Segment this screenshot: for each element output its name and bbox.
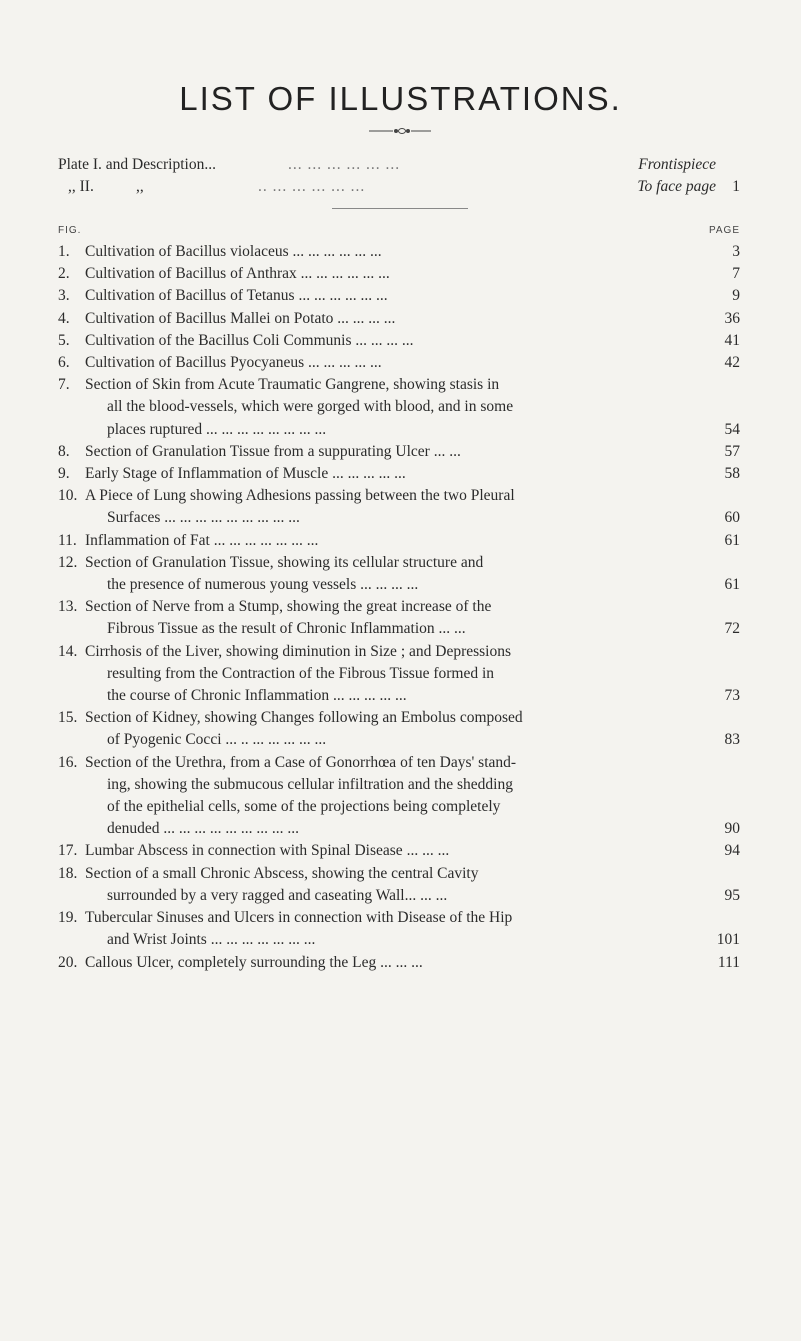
page-number: 9 — [732, 287, 740, 305]
caption-line: Cultivation of Bacillus Mallei on Potato ... ... ... ... 36 — [85, 308, 690, 330]
caption-line: Section of Nerve from a Stump, showing the great increase of the — [85, 598, 492, 616]
figure-entry — [58, 241, 740, 263]
page-number: 90 — [724, 820, 740, 838]
figure-entry — [58, 530, 740, 552]
page-number: 57 — [724, 442, 740, 460]
caption-line: resulting from the Contraction of the Fibrous Tissue formed in — [107, 664, 495, 682]
figure-caption — [85, 285, 740, 307]
page-title: LIST OF ILLUSTRATIONS. — [179, 80, 622, 117]
figures-list — [58, 241, 740, 974]
plate-label: ,, II. — [68, 178, 94, 195]
figure-number: 9. — [58, 465, 70, 483]
caption-line: Section of Skin from Acute Traumatic Gangrene, showing stasis in — [85, 376, 500, 394]
page-number: 36 — [724, 309, 740, 327]
figure-entry — [58, 463, 740, 485]
page-number: 111 — [717, 953, 740, 971]
caption-line: Section of Kidney, showing Changes following an Embolus composed — [85, 709, 523, 727]
figure-number: 19. — [58, 909, 78, 927]
figure-entry — [58, 374, 740, 441]
figure-caption — [85, 263, 740, 285]
figure-caption — [85, 485, 740, 529]
figure-entry — [58, 441, 740, 463]
figure-entry — [58, 552, 740, 596]
page-number: 94 — [724, 842, 740, 860]
page-number: 95 — [724, 886, 740, 904]
figure-caption — [85, 707, 740, 751]
figure-number: 5. — [58, 331, 70, 349]
caption-line: A Piece of Lung showing Adhesions passing between the two Pleural — [85, 487, 515, 505]
caption-line: Section of the Urethra, from a Case of Gonorrhœa of ten Days' stand- — [85, 753, 517, 771]
figure-caption — [85, 552, 740, 596]
caption-line: Fibrous Tissue as the result of Chronic Inflammation ... ... 72 — [85, 618, 690, 640]
caption-line: of the epithelial cells, some of the projections being completely — [107, 798, 501, 816]
figure-number: 15. — [58, 709, 78, 727]
leader-dots: ... ... ... ... ... ... — [288, 156, 401, 173]
divider-rule — [332, 208, 468, 209]
page-number: 42 — [724, 354, 740, 372]
plates-list — [58, 154, 740, 198]
caption-line: Cultivation of Bacillus violaceus ... ... ... ... ... ... 3 — [85, 241, 690, 263]
page-number: 101 — [716, 931, 740, 949]
figure-caption — [85, 308, 740, 330]
figure-number: 12. — [58, 553, 78, 571]
figure-caption — [85, 330, 740, 352]
figure-caption — [85, 752, 740, 841]
caption-line: Early Stage of Inflammation of Muscle ... ... ... ... ... 58 — [85, 463, 690, 485]
figure-caption — [85, 952, 740, 974]
figure-entry — [58, 263, 740, 285]
figure-number: 7. — [58, 376, 70, 394]
page-number: 61 — [724, 531, 740, 549]
figure-entry — [58, 308, 740, 330]
figure-number: 6. — [58, 354, 70, 372]
caption-line: Surfaces ... ... ... ... ... ... ... ... ... 60 — [85, 507, 690, 529]
caption-line: places ruptured ... ... ... ... ... ... ... ... 54 — [85, 419, 690, 441]
caption-line: surrounded by a very ragged and caseating Wall... ... ... 95 — [85, 885, 690, 907]
caption-line: ing, showing the submucous cellular infiltration and the shedding — [107, 775, 513, 793]
figure-number: 14. — [58, 642, 78, 660]
figure-entry — [58, 285, 740, 307]
caption-line: the course of Chronic Inflammation ... ... ... ... ... 73 — [85, 685, 690, 707]
caption-line: Callous Ulcer, completely surrounding the Leg ... ... ... 111 — [85, 952, 690, 974]
page-header: PAGE — [708, 225, 740, 236]
page-number: 3 — [732, 243, 740, 260]
caption-line: Cirrhosis of the Liver, showing diminution in Size ; and Depressions — [85, 642, 512, 660]
caption-line: Section of Granulation Tissue, showing its cellular structure and — [85, 553, 484, 571]
figure-caption — [85, 863, 740, 907]
page-number: 72 — [724, 620, 740, 638]
figure-number: 3. — [58, 287, 70, 305]
caption-line: Tubercular Sinuses and Ulcers in connection with Disease of the Hip — [85, 909, 513, 927]
figure-caption — [85, 352, 740, 374]
leader-dots: .. ... ... ... ... ... — [258, 178, 366, 195]
caption-line: and Wrist Joints ... ... ... ... ... ... ... 101 — [85, 929, 690, 951]
plate-ref: Frontispiece — [638, 156, 716, 173]
figure-number: 20. — [58, 953, 78, 971]
figure-entry — [58, 596, 740, 640]
plate-row — [58, 176, 740, 198]
figure-number: 17. — [58, 842, 78, 860]
plate-ref: To face page 1 — [637, 178, 740, 195]
page-number: 54 — [724, 420, 740, 438]
plate-label: Plate I. and Description... — [58, 156, 216, 173]
caption-line: all the blood-vessels, which were gorged with blood, and in some — [107, 398, 514, 416]
figure-number: 13. — [58, 598, 78, 616]
figure-entry — [58, 952, 740, 974]
figure-number: 18. — [58, 864, 78, 882]
ornament-divider — [369, 126, 431, 136]
caption-line: Cultivation of Bacillus of Anthrax ... ... ... ... ... ... 7 — [85, 263, 690, 285]
caption-line: of Pyogenic Cocci ... .. ... ... ... ... ... 83 — [85, 729, 690, 751]
caption-line: Cultivation of Bacillus Pyocyaneus ... ... ... ... ... 42 — [85, 352, 690, 374]
figure-number: 2. — [58, 265, 70, 283]
figure-entry — [58, 330, 740, 352]
figure-caption — [85, 596, 740, 640]
figure-entry — [58, 485, 740, 529]
figure-entry — [58, 840, 740, 862]
caption-line: Inflammation of Fat ... ... ... ... ... ... ... 61 — [85, 530, 690, 552]
page-number: 58 — [724, 465, 740, 483]
figure-number: 11. — [58, 531, 77, 549]
figure-caption — [85, 840, 740, 862]
page-number: 7 — [732, 265, 740, 283]
figure-entry — [58, 863, 740, 907]
figure-number: 4. — [58, 309, 70, 327]
plate-row — [58, 154, 740, 176]
caption-line: the presence of numerous young vessels ... ... ... ... 61 — [85, 574, 690, 596]
page-number: 83 — [724, 731, 740, 749]
figure-number: 10. — [58, 487, 78, 505]
page-number: 73 — [724, 687, 740, 705]
figure-number: 1. — [58, 243, 70, 260]
page-number: 60 — [724, 509, 740, 527]
caption-line: Cultivation of Bacillus of Tetanus ... ... ... ... ... ... 9 — [85, 285, 690, 307]
figure-caption — [85, 463, 740, 485]
figure-caption — [85, 241, 740, 263]
figure-entry — [58, 907, 740, 951]
figure-entry — [58, 707, 740, 751]
figure-entry — [58, 752, 740, 841]
figure-entry — [58, 641, 740, 708]
figure-caption — [85, 907, 740, 951]
caption-line: Cultivation of the Bacillus Coli Communis ... ... ... ... 41 — [85, 330, 690, 352]
plate-ditto: ,, — [136, 178, 144, 195]
figure-caption — [85, 530, 740, 552]
caption-line: Section of a small Chronic Abscess, showing the central Cavity — [85, 864, 479, 882]
figure-entry — [58, 352, 740, 374]
figure-caption — [85, 374, 740, 441]
figure-caption — [85, 641, 740, 708]
figure-number: 16. — [58, 753, 78, 771]
caption-line: denuded ... ... ... ... ... ... ... ... ... 90 — [85, 818, 690, 840]
figure-caption — [85, 441, 740, 463]
caption-line: Lumbar Abscess in connection with Spinal Disease ... ... ... 94 — [85, 840, 690, 862]
fig-header: FIG. — [58, 225, 82, 236]
figure-number: 8. — [58, 442, 70, 460]
caption-line: Section of Granulation Tissue from a suppurating Ulcer ... ... 57 — [85, 441, 690, 463]
page-number: 41 — [724, 331, 740, 349]
page-number: 61 — [724, 576, 740, 594]
